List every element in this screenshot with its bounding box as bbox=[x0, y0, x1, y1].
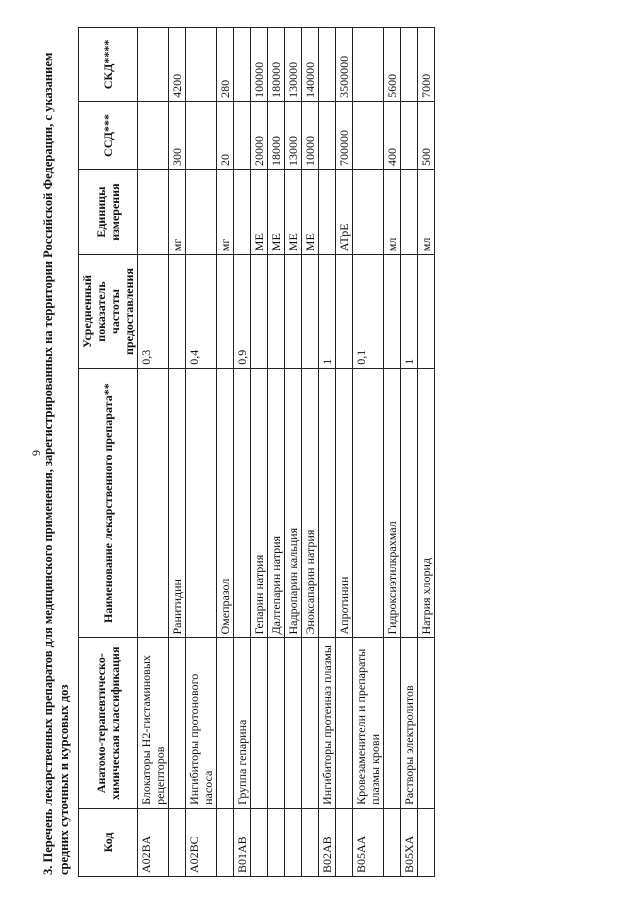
ssd-cell bbox=[401, 101, 418, 169]
ssd-cell bbox=[234, 101, 251, 169]
unit-cell: МЕ bbox=[302, 170, 319, 255]
unit-cell bbox=[353, 170, 384, 255]
atc-cell bbox=[251, 638, 268, 808]
column-header: Код bbox=[79, 808, 138, 876]
name-cell bbox=[319, 368, 336, 638]
skd-cell bbox=[401, 28, 418, 102]
name-cell bbox=[353, 368, 384, 638]
name-cell: Апротинин bbox=[336, 368, 353, 638]
section-heading: 3. Перечень лекарственных препаратов для медицинского применения, зарегистрированных на территории Российской Федерации, с указанием средних суточных и курсовых доз bbox=[41, 52, 71, 875]
table-header-row bbox=[79, 28, 138, 877]
column-header: Наименование лекарственного препарата** bbox=[79, 368, 138, 638]
atc-cell bbox=[268, 638, 285, 808]
ssd-cell: 18000 bbox=[268, 101, 285, 169]
atc-cell: Блокаторы Н2-гистаминовых рецепторов bbox=[138, 638, 169, 808]
rotated-page-content bbox=[40, 27, 600, 877]
code-cell bbox=[336, 808, 353, 876]
ssd-cell: 10000 bbox=[302, 101, 319, 169]
name-cell: Надропарин кальция bbox=[285, 368, 302, 638]
code-cell bbox=[268, 808, 285, 876]
skd-cell: 3500000 bbox=[336, 28, 353, 102]
atc-cell: Кровезаменители и препараты плазмы крови bbox=[353, 638, 384, 808]
freq-cell: 1 bbox=[401, 255, 418, 369]
code-cell: B01AB bbox=[234, 808, 251, 876]
ssd-cell: 20 bbox=[217, 101, 234, 169]
atc-cell bbox=[302, 638, 319, 808]
table-row bbox=[251, 28, 268, 877]
atc-cell: Ингибиторы протеиназ плазмы bbox=[319, 638, 336, 808]
ssd-cell: 20000 bbox=[251, 101, 268, 169]
skd-cell bbox=[353, 28, 384, 102]
table-row bbox=[302, 28, 319, 877]
table-row bbox=[169, 28, 186, 877]
unit-cell: МЕ bbox=[268, 170, 285, 255]
drug-table bbox=[78, 27, 435, 877]
ssd-cell: 700000 bbox=[336, 101, 353, 169]
column-header: ССД*** bbox=[79, 101, 138, 169]
unit-cell: МЕ bbox=[251, 170, 268, 255]
freq-cell bbox=[169, 255, 186, 369]
unit-cell bbox=[401, 170, 418, 255]
name-cell: Натрия хлорид bbox=[418, 368, 435, 638]
freq-cell bbox=[217, 255, 234, 369]
freq-cell bbox=[336, 255, 353, 369]
freq-cell: 1 bbox=[319, 255, 336, 369]
table-row bbox=[336, 28, 353, 877]
atc-cell bbox=[169, 638, 186, 808]
unit-cell bbox=[319, 170, 336, 255]
table-row-group bbox=[138, 28, 169, 877]
freq-cell bbox=[302, 255, 319, 369]
skd-cell bbox=[186, 28, 217, 102]
unit-cell: мл bbox=[418, 170, 435, 255]
name-cell: Ранитидин bbox=[169, 368, 186, 638]
column-header: Анатомо-терапевтическо-химическая классификация bbox=[79, 638, 138, 808]
atc-cell bbox=[418, 638, 435, 808]
unit-cell: мл bbox=[384, 170, 401, 255]
freq-cell: 0,9 bbox=[234, 255, 251, 369]
freq-cell: 0,4 bbox=[186, 255, 217, 369]
table-row bbox=[217, 28, 234, 877]
code-cell bbox=[302, 808, 319, 876]
column-header: Усредненный показатель частоты предоставления bbox=[79, 255, 138, 369]
code-cell bbox=[285, 808, 302, 876]
code-cell: B05XA bbox=[401, 808, 418, 876]
name-cell: Далтепарин натрия bbox=[268, 368, 285, 638]
name-cell bbox=[138, 368, 169, 638]
ssd-cell bbox=[138, 101, 169, 169]
name-cell: Гепарин натрия bbox=[251, 368, 268, 638]
freq-cell bbox=[268, 255, 285, 369]
name-cell: Омепразол bbox=[217, 368, 234, 638]
atc-cell bbox=[217, 638, 234, 808]
freq-cell: 0,1 bbox=[353, 255, 384, 369]
name-cell bbox=[186, 368, 217, 638]
code-cell: B02AB bbox=[319, 808, 336, 876]
atc-cell bbox=[285, 638, 302, 808]
skd-cell: 280 bbox=[217, 28, 234, 102]
freq-cell bbox=[418, 255, 435, 369]
unit-cell bbox=[186, 170, 217, 255]
table-row bbox=[268, 28, 285, 877]
unit-cell: мг bbox=[169, 170, 186, 255]
table-row-group bbox=[186, 28, 217, 877]
name-cell bbox=[401, 368, 418, 638]
unit-cell: АТрЕ bbox=[336, 170, 353, 255]
code-cell bbox=[251, 808, 268, 876]
skd-cell: 4200 bbox=[169, 28, 186, 102]
table-row bbox=[285, 28, 302, 877]
ssd-cell: 500 bbox=[418, 101, 435, 169]
freq-cell: 0,3 bbox=[138, 255, 169, 369]
ssd-cell bbox=[319, 101, 336, 169]
atc-cell: Растворы электролитов bbox=[401, 638, 418, 808]
code-cell: A02BC bbox=[186, 808, 217, 876]
skd-cell: 5600 bbox=[384, 28, 401, 102]
code-cell bbox=[384, 808, 401, 876]
code-cell bbox=[217, 808, 234, 876]
skd-cell bbox=[138, 28, 169, 102]
table-row-group bbox=[319, 28, 336, 877]
table-body bbox=[138, 28, 435, 877]
skd-cell: 100000 bbox=[251, 28, 268, 102]
skd-cell: 140000 bbox=[302, 28, 319, 102]
unit-cell bbox=[234, 170, 251, 255]
unit-cell: МЕ bbox=[285, 170, 302, 255]
ssd-cell: 400 bbox=[384, 101, 401, 169]
code-cell: B05AA bbox=[353, 808, 384, 876]
code-cell bbox=[169, 808, 186, 876]
code-cell bbox=[418, 808, 435, 876]
freq-cell bbox=[384, 255, 401, 369]
unit-cell bbox=[138, 170, 169, 255]
column-header: СКД**** bbox=[79, 28, 138, 102]
atc-cell bbox=[384, 638, 401, 808]
skd-cell: 7000 bbox=[418, 28, 435, 102]
name-cell bbox=[234, 368, 251, 638]
skd-cell bbox=[234, 28, 251, 102]
freq-cell bbox=[251, 255, 268, 369]
freq-cell bbox=[285, 255, 302, 369]
atc-cell: Ингибиторы протонового насоса bbox=[186, 638, 217, 808]
table-row bbox=[384, 28, 401, 877]
ssd-cell bbox=[186, 101, 217, 169]
table-row-group bbox=[401, 28, 418, 877]
skd-cell bbox=[319, 28, 336, 102]
page-number: 6 bbox=[29, 450, 44, 456]
atc-cell bbox=[336, 638, 353, 808]
name-cell: Гидроксиэтилкрахмал bbox=[384, 368, 401, 638]
skd-cell: 130000 bbox=[285, 28, 302, 102]
table-row-group bbox=[234, 28, 251, 877]
code-cell: A02BA bbox=[138, 808, 169, 876]
ssd-cell: 13000 bbox=[285, 101, 302, 169]
table-row-group bbox=[353, 28, 384, 877]
atc-cell: Группа гепарина bbox=[234, 638, 251, 808]
ssd-cell: 300 bbox=[169, 101, 186, 169]
skd-cell: 180000 bbox=[268, 28, 285, 102]
column-header: Единицы измерения bbox=[79, 170, 138, 255]
unit-cell: мг bbox=[217, 170, 234, 255]
ssd-cell bbox=[353, 101, 384, 169]
name-cell: Эноксапарин натрия bbox=[302, 368, 319, 638]
table-row bbox=[418, 28, 435, 877]
